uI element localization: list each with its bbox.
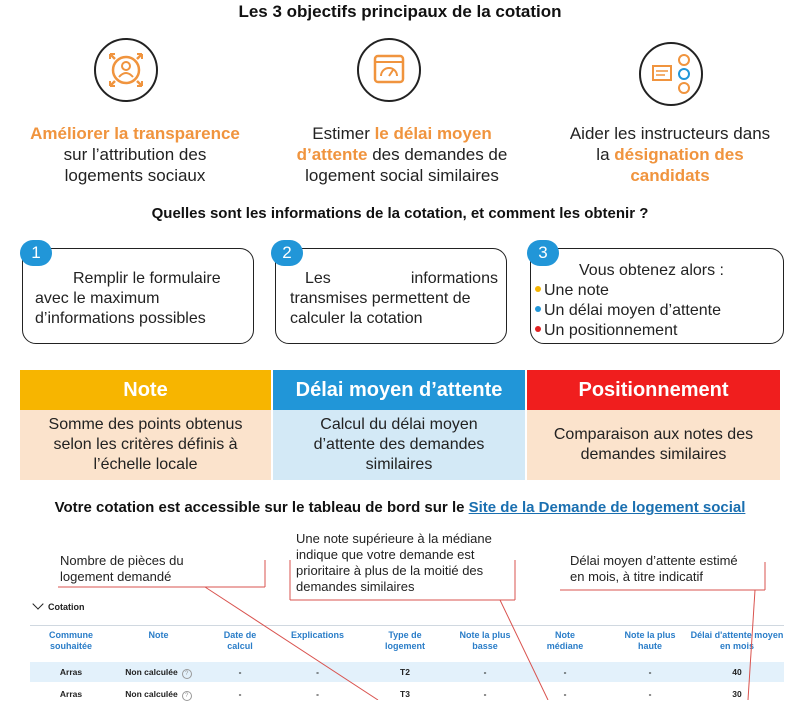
- summary-header-1: Délai moyen d’attente: [273, 370, 525, 410]
- summary-body-2: Comparaison aux notes des demandes similaires: [527, 410, 780, 480]
- cotation-section-toggle[interactable]: Cotation: [34, 602, 85, 612]
- site-demande-link[interactable]: Site de la Demande de logement social: [468, 499, 746, 516]
- objective-text: logement social similaires: [305, 166, 499, 185]
- step-number-2: 2: [271, 240, 303, 266]
- table-cell: Arras: [59, 689, 83, 699]
- highlight-text: Améliorer la transparence: [30, 124, 240, 143]
- help-icon[interactable]: ?: [182, 691, 192, 701]
- objective-text: logements sociaux: [64, 166, 206, 185]
- table-cell: 30: [732, 689, 742, 699]
- summary-header-0: Note: [20, 370, 271, 410]
- column-header[interactable]: Note: [148, 630, 169, 640]
- table-cell: -: [316, 689, 319, 699]
- objective-text: Aider les instructeurs dans: [569, 124, 771, 143]
- table-cell: Non calculée ?: [112, 667, 205, 679]
- column-header[interactable]: Explications: [290, 630, 344, 640]
- summary-body-0: Somme des points obtenus selon les critères définis à l’échelle locale: [20, 410, 271, 480]
- access-note: Votre cotation est accessible sur le tableau de bord sur le Site de la Demande de logement social: [54, 499, 746, 516]
- table-cell: Non calculée ?: [112, 689, 205, 701]
- column-header[interactable]: Date de calcul: [223, 630, 257, 651]
- bullet-text: Un positionnement: [544, 322, 678, 339]
- table-cell: -: [648, 689, 652, 699]
- step-number-1: 1: [20, 240, 52, 266]
- highlight-text: désignation des: [614, 145, 744, 164]
- objective-text: la: [596, 145, 615, 164]
- step-3-text: Vous obtenez alors : Une note Un délai moyen d’attente Un positionnement: [535, 261, 780, 341]
- bullet-text: Une note: [544, 282, 609, 299]
- table-cell: -: [563, 667, 567, 677]
- summary-body-1: Calcul du délai moyen d’attente des demandes similaires: [273, 410, 525, 480]
- objective-text: sur l’attribution des: [63, 145, 207, 164]
- table-cell: T3: [400, 689, 410, 699]
- table-cell: -: [316, 667, 319, 677]
- step-1-text: Remplir le formulaire avec le maximum d’informations possibles: [35, 270, 221, 327]
- table-cell: Arras: [59, 667, 83, 677]
- column-header[interactable]: Note la plus basse: [459, 630, 511, 651]
- section-subtitle: Quelles sont les informations de la cotation, et comment les obtenir ?: [151, 205, 649, 222]
- help-icon[interactable]: ?: [182, 669, 192, 679]
- bullet-text: Un délai moyen d’attente: [544, 302, 721, 319]
- highlight-text: d’attente: [296, 145, 368, 164]
- summary-header-2: Positionnement: [527, 370, 780, 410]
- table-cell: -: [483, 667, 487, 677]
- step-2-text: Les informations transmises permettent de calculer la cotation: [290, 270, 498, 327]
- callout-rooms: Nombre de pièces du logement demandé: [60, 553, 184, 584]
- table-cell: -: [483, 689, 487, 699]
- column-header[interactable]: Type de logement: [384, 630, 425, 651]
- objective-text: Estimer: [312, 124, 375, 143]
- column-header[interactable]: Note médiane: [546, 630, 584, 651]
- column-header[interactable]: Délai d'attente moyen en mois: [690, 630, 784, 651]
- table-cell: -: [648, 667, 652, 677]
- page-title: Les 3 objectifs principaux de la cotation: [238, 2, 562, 21]
- objective-text: des demandes de: [367, 145, 508, 164]
- step-number-3: 3: [527, 240, 559, 266]
- table-cell: -: [238, 689, 242, 699]
- callout-delay: Délai moyen d’attente estimé en mois, à titre indicatif: [570, 553, 738, 584]
- callout-median: Une note supérieure à la médiane indique que votre demande est prioritaire à plus de la moitié des demandes similaires: [296, 531, 492, 594]
- highlight-text: candidats: [630, 166, 710, 185]
- highlight-text: le délai moyen: [374, 124, 492, 143]
- table-cell: -: [238, 667, 242, 677]
- table-cell: 40: [732, 667, 742, 677]
- table-cell: T2: [400, 667, 410, 677]
- column-header[interactable]: Note la plus haute: [624, 630, 676, 651]
- column-header[interactable]: Commune souhaitée: [48, 630, 93, 651]
- table-cell: -: [563, 689, 567, 699]
